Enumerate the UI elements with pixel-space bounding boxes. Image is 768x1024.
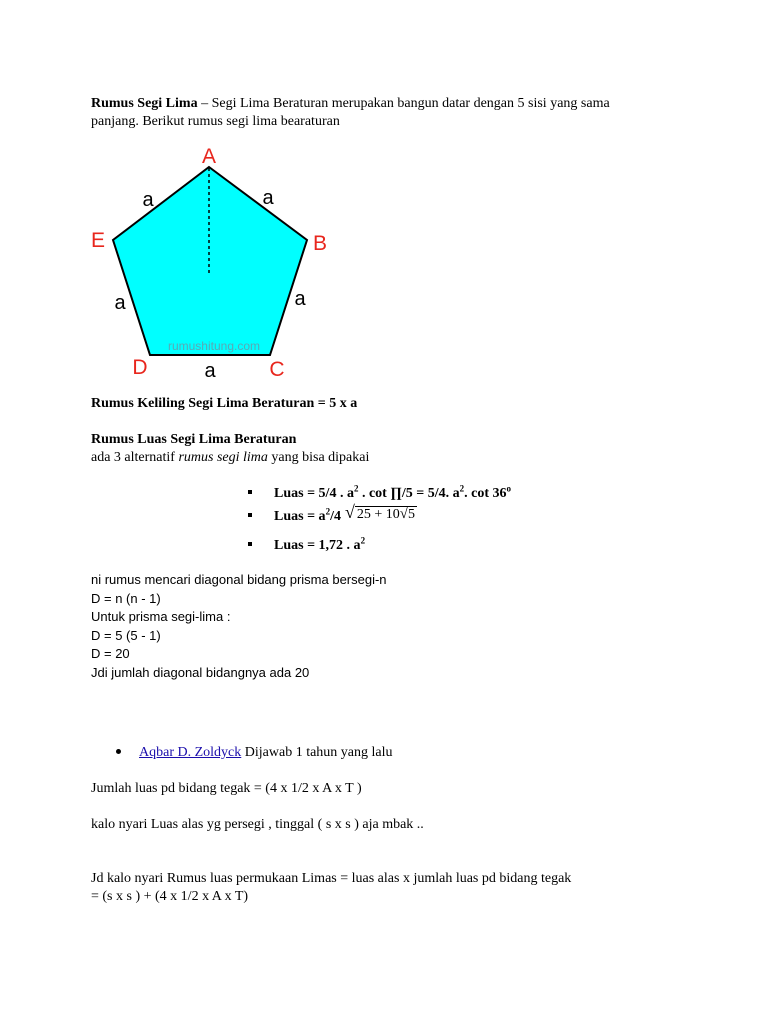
side-label-ea: a <box>142 189 154 211</box>
luas-bullet-1 <box>248 485 511 503</box>
diagonal-line-2: D = n (n - 1) <box>91 590 161 606</box>
side-label-bc: a <box>294 288 306 310</box>
keliling-text: Rumus Keliling Segi Lima Beraturan = 5 x a <box>91 396 358 411</box>
luas-bullet-3 <box>248 537 365 555</box>
side-label-cd: a <box>204 360 216 382</box>
intro-dash: – <box>197 96 212 111</box>
answer-paragraph-3b: = (s x s ) + (4 x 1/2 x A x T) <box>91 889 249 904</box>
bullet2-part1: Luas = a <box>274 509 326 524</box>
side-label-ab: a <box>262 187 274 209</box>
intro-title: Rumus Segi Lima <box>91 96 198 111</box>
intro-line1-rest: Segi Lima Beraturan merupakan bangun datar dengan 5 sisi yang sama <box>211 96 610 111</box>
answer-meta-row <box>116 744 393 762</box>
sqrt-icon: √ <box>344 502 355 522</box>
vertex-label-c: C <box>269 358 285 381</box>
bullet1-sup3: o <box>506 483 512 494</box>
inner-sqrt-icon: √ <box>399 506 408 522</box>
pentagon-diagram <box>80 140 340 385</box>
answer-paragraph-1: Jumlah luas pd bidang tegak = (4 x 1/2 x A x T ) <box>91 781 362 796</box>
luas-bullet-2 <box>248 502 417 526</box>
vertex-label-e: E <box>90 229 106 252</box>
diagonal-line-1: ni rumus mencari diagonal bidang prisma bersegi-n <box>91 572 387 587</box>
round-bullet-icon <box>116 749 121 754</box>
intro-line-2: panjang. Berikut rumus segi lima bearaturan <box>91 114 340 129</box>
sqrt-expression <box>345 503 417 524</box>
sqrt-inner-a: 25 + 10 <box>356 507 400 522</box>
luas-intro-prefix: ada 3 alternatif <box>91 450 179 465</box>
answer-paragraph-3a: Jd kalo nyari Rumus luas permukaan Limas = luas alas x jumlah luas pd bidang tegak <box>91 871 572 886</box>
author-link[interactable]: Aqbar D. Zoldyck <box>139 745 242 760</box>
bullet1-part1: Luas = 5/4 . a <box>274 486 354 501</box>
diagonal-line-6: Jdi jumlah diagonal bidangnya ada 20 <box>91 664 310 680</box>
luas-intro-italic: rumus segi lima <box>178 450 268 465</box>
luas-intro-suffix: yang bisa dipakai <box>267 450 370 465</box>
diagonal-line-3: Untuk prisma segi-lima : <box>91 609 231 624</box>
intro-line-1 <box>91 95 610 113</box>
square-bullet-icon <box>248 490 252 494</box>
bullet1-part3: . cot 36 <box>464 486 507 501</box>
answer-meta: Dijawab 1 tahun yang lalu <box>241 745 393 760</box>
keliling-formula <box>91 395 357 413</box>
watermark-text: rumushitung.com <box>167 339 261 353</box>
bullet3-sup1: 2 <box>360 535 366 546</box>
square-bullet-icon <box>248 513 252 517</box>
side-label-de: a <box>114 292 126 314</box>
luas-intro <box>91 449 369 467</box>
diagonal-line-4: D = 5 (5 - 1) <box>91 627 161 643</box>
answer-paragraph-2: kalo nyari Luas alas yg persegi , tinggal ( s x s ) aja mbak .. <box>91 817 424 832</box>
bullet1-sup2: 2 <box>459 483 465 494</box>
bullet1-sup1: 2 <box>353 483 359 494</box>
vertex-label-b: B <box>312 232 328 255</box>
diagonal-section <box>91 571 387 682</box>
luas-heading <box>91 431 296 449</box>
bullet2-part2: /4 <box>330 509 341 524</box>
sqrt-inner-b: 5 <box>407 507 415 522</box>
bullet1-part2: . cot ∏/5 = 5/4. a <box>358 486 460 501</box>
vertex-label-a: A <box>201 145 217 168</box>
bullet2-sup1: 2 <box>325 506 331 517</box>
luas-heading-text: Rumus Luas Segi Lima Beraturan <box>91 432 297 447</box>
diagonal-line-5: D = 20 <box>91 646 130 661</box>
vertex-label-d: D <box>132 356 148 379</box>
square-bullet-icon <box>248 542 252 546</box>
bullet3-part1: Luas = 1,72 . a <box>274 538 361 553</box>
